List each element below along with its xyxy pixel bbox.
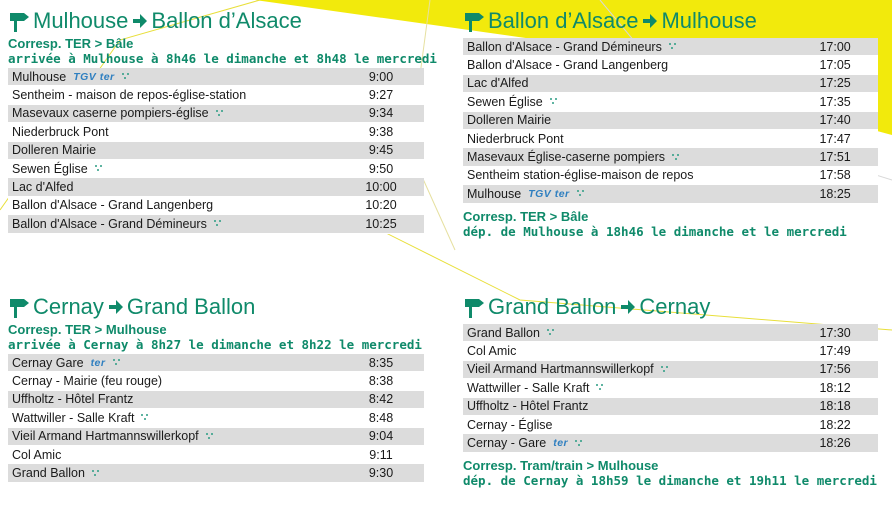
arrow-right-icon (642, 13, 658, 29)
table-row (8, 197, 424, 215)
stop-name: Cernay - Gare (467, 436, 547, 451)
departure-time: 9:04 (368, 429, 394, 444)
departure-time: 17:35 (819, 94, 851, 109)
stop-name: Sewen Église (467, 94, 543, 109)
stop-cell (463, 58, 792, 72)
stop-name: Masevaux caserne pompiers-église (12, 106, 209, 121)
stop-name: Wattwiller - Salle Kraft (467, 380, 590, 395)
rail-connection-badge: TGV ter (73, 70, 115, 83)
connection-note-detail: arrivée à Cernay à 8h27 le dimanche et 8h22 le mercredi (8, 337, 422, 352)
stop-cell (8, 429, 338, 443)
stop-cell (8, 125, 338, 139)
table-row (8, 68, 424, 86)
departure-time: 9:34 (368, 106, 394, 121)
route-destination: Cernay (639, 294, 711, 319)
stop-cell (8, 392, 338, 406)
stop-cell (463, 326, 792, 340)
table-row (463, 185, 878, 203)
stop-name: Sewen Église (12, 161, 88, 176)
timetable-panel (463, 292, 878, 488)
connection-note-lead: Corresp. TER > Mulhouse (8, 322, 167, 337)
accessibility-icon (94, 164, 106, 173)
connection-note-lead: Corresp. TER > Bâle (8, 36, 134, 51)
departure-time: 9:30 (368, 466, 394, 481)
connection-note (463, 458, 878, 488)
route-destination: Mulhouse (661, 8, 757, 33)
stop-name: Cernay Gare (12, 355, 84, 370)
departure-time: 17:05 (819, 58, 851, 73)
route-title (463, 6, 878, 36)
rail-connection-badge: TGV ter (528, 187, 570, 200)
table-row (463, 434, 878, 452)
stop-name: Ballon d'Alsace - Grand Langenberg (12, 198, 214, 213)
departure-time: 9:38 (368, 124, 394, 139)
accessibility-icon (205, 432, 217, 441)
table-row (8, 391, 424, 409)
accessibility-icon (595, 383, 607, 392)
departure-time: 18:22 (819, 417, 851, 432)
accessibility-icon (576, 189, 588, 198)
signpost-icon (8, 10, 30, 32)
table-row (8, 354, 424, 372)
stop-name: Dolleren Mairie (467, 113, 552, 128)
accessibility-icon (668, 42, 680, 51)
timetable-panel (8, 292, 424, 483)
table-row (8, 142, 424, 160)
connection-note (463, 209, 878, 239)
accessibility-icon (574, 439, 586, 448)
departure-time: 17:58 (819, 168, 851, 183)
table-row (463, 130, 878, 148)
table-row (8, 105, 424, 123)
accessibility-icon (671, 153, 683, 162)
stop-cell (8, 198, 338, 212)
table-row (8, 215, 424, 233)
arrow-right-icon (108, 299, 124, 315)
accessibility-icon (215, 109, 227, 118)
departure-time: 8:42 (368, 392, 394, 407)
departure-time: 9:11 (369, 447, 393, 462)
departure-time: 17:47 (819, 131, 851, 146)
stop-cell (463, 418, 792, 432)
stop-name: Niederbruck Pont (12, 124, 109, 139)
stop-cell (463, 150, 792, 164)
stop-name: Dolleren Mairie (12, 143, 97, 158)
route-title (8, 6, 424, 36)
table-row (463, 398, 878, 416)
departure-time: 8:38 (368, 374, 394, 389)
table-row (463, 342, 878, 360)
stop-cell (463, 381, 792, 395)
stop-cell (463, 76, 792, 90)
stop-cell (8, 466, 338, 480)
stop-name: Niederbruck Pont (467, 131, 564, 146)
departure-time: 17:56 (819, 362, 851, 377)
departure-time: 17:49 (819, 344, 851, 359)
stop-name: Ballon d'Alsace - Grand Démineurs (12, 216, 207, 231)
connection-note-detail: dép. de Cernay à 18h59 le dimanche et 19h11 le mercredi (463, 472, 877, 488)
accessibility-icon (660, 365, 672, 374)
rail-connection-badge: ter (90, 356, 106, 369)
departure-time: 8:48 (368, 410, 394, 425)
stop-name: Sentheim station-église-maison de repos (467, 168, 694, 183)
schedule-table (8, 354, 424, 483)
connection-note-lead: Corresp. TER > Bâle (463, 208, 589, 224)
connection-note (8, 36, 437, 66)
route-origin: Mulhouse (33, 8, 129, 33)
route-title (8, 292, 424, 322)
stop-name: Grand Ballon (12, 466, 85, 481)
route-origin: Ballon d’Alsace (488, 8, 639, 33)
departure-time: 18:26 (819, 436, 851, 451)
table-row (463, 324, 878, 342)
timetable-panel (8, 6, 437, 234)
stop-name: Grand Ballon (467, 325, 540, 340)
stop-cell (463, 132, 792, 146)
accessibility-icon (91, 469, 103, 478)
stop-cell (8, 411, 338, 425)
departure-time: 9:50 (368, 161, 394, 176)
stop-cell (463, 168, 792, 182)
signpost-icon (463, 296, 485, 318)
accessibility-icon (213, 219, 225, 228)
stop-name: Ballon d'Alsace - Grand Langenberg (467, 58, 669, 73)
stop-cell (463, 40, 792, 54)
departure-time: 10:20 (365, 198, 397, 213)
stop-cell (8, 162, 338, 176)
stop-name: Ballon d'Alsace - Grand Démineurs (467, 39, 662, 54)
stop-cell (463, 187, 792, 201)
table-row (8, 409, 424, 427)
table-row (8, 123, 424, 141)
stop-cell (8, 374, 338, 388)
stop-name: Uffholtz - Hôtel Frantz (12, 392, 134, 407)
connection-note-lead: Corresp. Tram/train > Mulhouse (463, 457, 659, 473)
route-destination: Grand Ballon (126, 294, 256, 319)
stop-cell (8, 70, 338, 84)
accessibility-icon (546, 328, 558, 337)
schedule-table (463, 324, 878, 453)
stop-name: Lac d'Alfed (12, 180, 74, 195)
connection-note-detail: dép. de Mulhouse à 18h46 le dimanche et le mercredi (463, 223, 847, 239)
departure-time: 18:25 (819, 186, 851, 201)
stop-name: Masevaux Église-caserne pompiers (467, 150, 666, 165)
accessibility-icon (112, 358, 124, 367)
table-row (463, 148, 878, 166)
stop-cell (463, 399, 792, 413)
departure-time: 18:18 (819, 399, 851, 414)
departure-time: 9:27 (368, 88, 394, 103)
table-row (8, 178, 424, 196)
table-row (8, 464, 424, 482)
stop-cell (8, 448, 338, 462)
schedule-table (8, 68, 424, 234)
departure-time: 9:00 (368, 69, 394, 84)
stop-cell (463, 344, 792, 358)
departure-time: 18:12 (819, 380, 851, 395)
accessibility-icon (140, 413, 152, 422)
stop-cell (463, 113, 792, 127)
departure-time: 9:45 (368, 143, 394, 158)
stop-name: Vieil Armand Hartmannswillerkopf (12, 429, 199, 444)
stop-name: Cernay - Mairie (feu rouge) (12, 374, 163, 389)
stop-name: Col Amic (467, 344, 517, 359)
schedule-table (463, 38, 878, 204)
stop-name: Mulhouse (467, 186, 522, 201)
stop-name: Wattwiller - Salle Kraft (12, 410, 135, 425)
stop-cell (8, 88, 338, 102)
route-origin: Grand Ballon (488, 294, 617, 319)
departure-time: 17:51 (819, 150, 851, 165)
connection-note-detail: arrivée à Mulhouse à 8h46 le dimanche et 8h48 le mercredi (8, 51, 437, 66)
stop-cell (8, 143, 338, 157)
stop-name: Sentheim - maison de repos-église-station (12, 88, 247, 103)
departure-time: 8:35 (368, 355, 394, 370)
stop-cell (8, 217, 338, 231)
table-row (463, 56, 878, 74)
departure-time: 17:40 (819, 113, 851, 128)
departure-time: 10:25 (365, 216, 397, 231)
table-row (463, 38, 878, 56)
stop-cell (8, 106, 338, 120)
table-row (8, 160, 424, 178)
departure-time: 10:00 (365, 180, 397, 195)
table-row (8, 372, 424, 390)
table-row (463, 167, 878, 185)
departure-time: 17:00 (819, 39, 851, 54)
stop-name: Mulhouse (12, 69, 67, 84)
arrow-right-icon (132, 13, 148, 29)
accessibility-icon (549, 97, 561, 106)
table-row (8, 86, 424, 104)
stop-cell (8, 356, 338, 370)
connection-note (8, 322, 424, 352)
stop-name: Vieil Armand Hartmannswillerkopf (467, 362, 654, 377)
route-destination: Ballon d’Alsace (151, 8, 302, 33)
stop-cell (8, 180, 338, 194)
table-row (8, 428, 424, 446)
table-row (8, 446, 424, 464)
table-row (463, 75, 878, 93)
stop-cell (463, 436, 792, 450)
arrow-right-icon (620, 299, 636, 315)
table-row (463, 93, 878, 111)
table-row (463, 112, 878, 130)
table-row (463, 361, 878, 379)
rail-connection-badge: ter (553, 437, 569, 450)
timetable-panel (463, 6, 878, 239)
signpost-icon (463, 10, 485, 32)
table-row (463, 416, 878, 434)
route-origin: Cernay (33, 294, 104, 319)
table-row (463, 379, 878, 397)
stop-cell (463, 362, 792, 376)
departure-time: 17:30 (819, 325, 851, 340)
stop-name: Lac d'Alfed (467, 76, 529, 91)
signpost-icon (8, 296, 30, 318)
departure-time: 17:25 (819, 76, 851, 91)
stop-cell (463, 95, 792, 109)
stop-name: Col Amic (12, 447, 62, 462)
stop-name: Uffholtz - Hôtel Frantz (467, 399, 589, 414)
stop-name: Cernay - Église (467, 417, 553, 432)
route-title (463, 292, 878, 322)
accessibility-icon (121, 72, 133, 81)
